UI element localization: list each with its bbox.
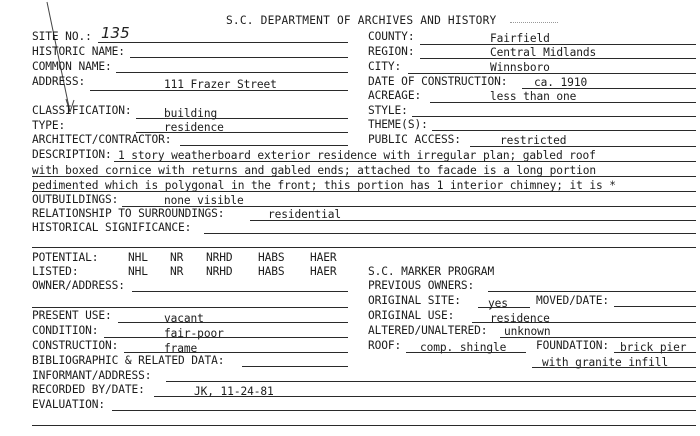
owner-line [132,291,348,292]
classification-label: CLASSIFICATION: [32,104,132,117]
recorded-value: JK, 11-24-81 [194,385,274,398]
significance-line [204,233,696,234]
roof-line [406,352,526,353]
foundation-value-1: brick pier [620,341,687,354]
potential-haer: HAER [310,251,337,264]
previous-owners-label: PREVIOUS OWNERS: [368,279,475,292]
present-use-value: vacant [164,312,204,325]
region-label: REGION: [368,45,415,58]
acreage-label: ACREAGE: [368,89,422,102]
bibliographic-label: BIBLIOGRAPHIC & RELATED DATA: [32,354,225,367]
recorded-label: RECORDED BY/DATE: [32,383,145,396]
type-value: residence [164,121,224,134]
present-use-label: PRESENT USE: [32,309,112,322]
altered-value: unknown [504,325,551,338]
architect-label: ARCHITECT/CONTRACTOR: [32,133,172,146]
region-value: Central Midlands [490,46,597,59]
site-no-value: 135 [101,24,130,42]
description-line-3: pedimented which is polygonal in the front; this portion has 1 interior chimney; it is * [32,179,616,192]
original-site-line [478,307,530,308]
potential-nhl: NHL [128,251,148,264]
altered-line [500,337,696,338]
relationship-label: RELATIONSHIP TO SURROUNDINGS: [32,207,225,220]
significance-label: HISTORICAL SIGNIFICANCE: [32,221,192,234]
themes-line [432,130,696,131]
condition-value: fair-poor [164,327,224,340]
original-use-label: ORIGINAL USE: [368,309,455,322]
foundation-line [614,352,696,353]
informant-line [166,381,696,382]
public-access-line [470,146,696,147]
architect-line [180,145,348,146]
relationship-line [250,220,696,221]
common-name-line [116,72,348,73]
potential-nrhd: NRHD [206,251,233,264]
title-dotted-line [510,22,558,23]
owner-label: OWNER/ADDRESS: [32,279,125,292]
previous-owners-line [488,291,696,292]
site-no-label: SITE NO.: [32,30,92,43]
bottom-rule [32,425,696,426]
listed-nhl: NHL [128,265,148,278]
relationship-value: residential [268,208,341,221]
listed-habs: HABS [258,265,285,278]
common-name-label: COMMON NAME: [32,60,112,73]
address-label: ADDRESS: [32,75,86,88]
description-rule-3 [32,191,696,192]
city-value: Winnsboro [490,61,550,74]
original-site-label: ORIGINAL SITE: [368,294,461,307]
marker-program-label: S.C. MARKER PROGRAM [368,265,495,278]
acreage-value: less than one [490,90,577,103]
type-label: TYPE: [32,119,66,132]
acreage-line [430,102,696,103]
historic-name-label: HISTORIC NAME: [32,45,125,58]
bibliographic-line [242,366,348,367]
description-rule-2 [32,176,696,177]
evaluation-label: EVALUATION: [32,398,105,411]
themes-label: THEME(S): [368,118,428,131]
historic-name-line [130,57,348,58]
section-divider [32,247,696,248]
original-use-value: residence [490,312,550,325]
listed-nrhd: NRHD [206,265,233,278]
region-line [420,58,696,59]
style-label: STYLE: [368,104,408,117]
foundation-line-2 [532,367,696,368]
roof-label: ROOF: [368,339,402,352]
altered-label: ALTERED/UNALTERED: [368,324,488,337]
recorded-line [154,396,696,397]
listed-haer: HAER [310,265,337,278]
city-label: CITY: [368,60,402,73]
date-line [522,88,696,89]
description-rule-1 [114,161,696,162]
roof-value: comp. shingle [420,341,507,354]
listed-nr: NR [170,265,184,278]
address-line [90,90,348,91]
present-use-line [118,322,348,323]
construction-line [124,352,348,353]
construction-value: frame [164,342,198,355]
style-line [412,116,696,117]
potential-habs: HABS [258,251,285,264]
county-label: COUNTY: [368,30,415,43]
address-value: 111 Frazer Street [164,78,277,91]
potential-nr: NR [170,251,184,264]
classification-line [136,118,348,119]
moved-date-line [614,306,696,307]
description-line-1: 1 story weatherboard exterior residence with irregular plan; gabled roof [118,149,596,162]
construction-label: CONSTRUCTION: [32,339,119,352]
outbuildings-label: OUTBUILDINGS: [32,193,119,206]
date-label: DATE OF CONSTRUCTION: [368,75,508,88]
classification-value: building [164,107,218,120]
original-site-value: yes [488,297,508,310]
public-access-label: PUBLIC ACCESS: [368,133,461,146]
foundation-value-2: with granite infill [542,356,669,369]
foundation-label: FOUNDATION: [536,339,609,352]
form-title: S.C. DEPARTMENT OF ARCHIVES AND HISTORY [226,14,497,27]
outbuildings-value: none visible [164,194,244,207]
county-line [420,44,696,45]
potential-label: POTENTIAL: [32,251,99,264]
condition-line [104,337,348,338]
condition-label: CONDITION: [32,324,99,337]
original-use-line [472,322,696,323]
city-line [408,73,696,74]
informant-label: INFORMANT/ADDRESS: [32,369,152,382]
date-value: ca. 1910 [534,76,588,89]
moved-date-label: MOVED/DATE: [536,294,609,307]
description-label: DESCRIPTION: [32,148,112,161]
description-line-2: with boxed cornice with returns and gabled ends; attached to facade is a long portion [32,164,597,177]
county-value: Fairfield [490,32,550,45]
listed-label: LISTED: [32,265,79,278]
evaluation-line [112,410,696,411]
owner-line-2 [32,307,348,308]
site-no-line [98,42,348,43]
public-access-value: restricted [500,134,567,147]
